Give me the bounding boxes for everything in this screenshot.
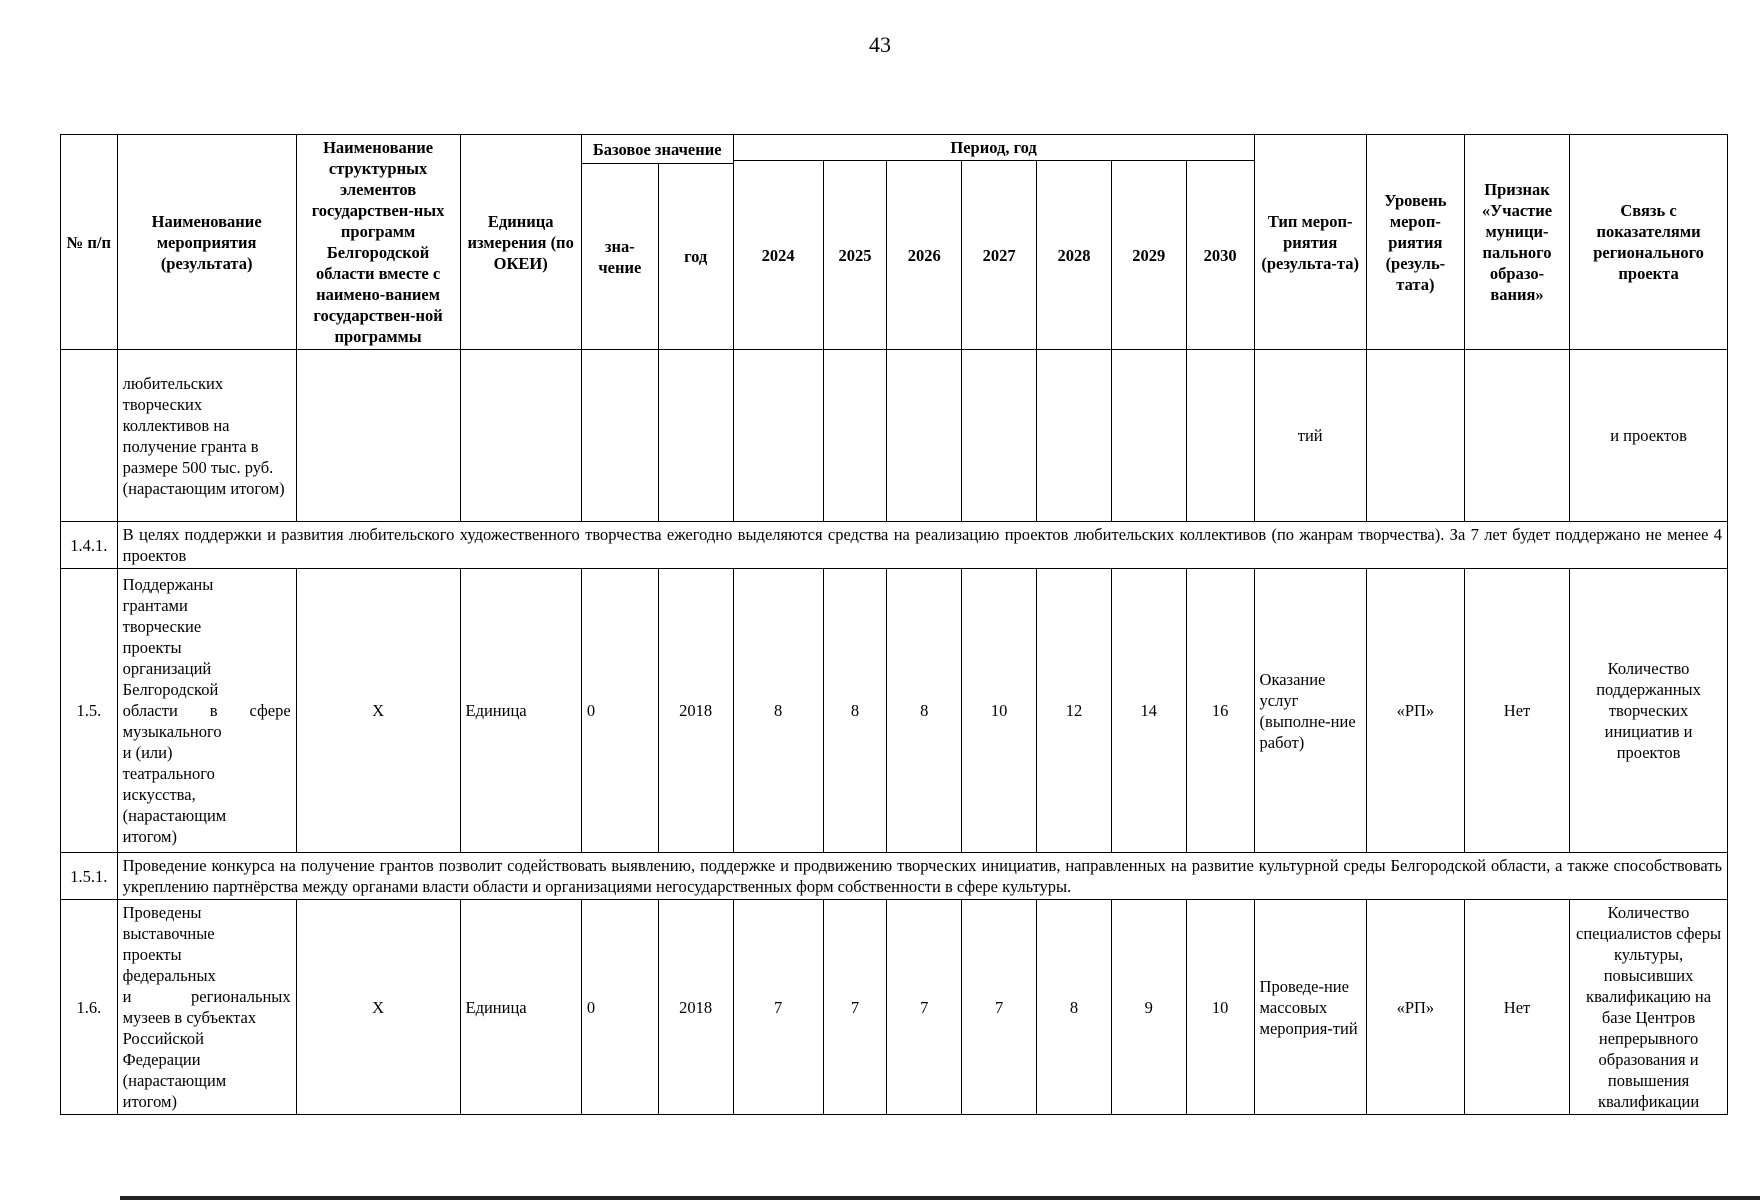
- header-year-2025: 2025: [823, 161, 887, 350]
- cell-base-value: [581, 350, 658, 522]
- header-base: Базовое значение: [581, 135, 733, 164]
- cell-year: [887, 350, 962, 522]
- cell-year: [733, 350, 823, 522]
- cell-base-year: 2018: [658, 569, 733, 853]
- name-line: музыкального: [122, 722, 222, 741]
- name-line: Проведены: [122, 903, 202, 922]
- name-line: Белгородской: [122, 680, 219, 699]
- cell-year-2024: 7: [733, 900, 823, 1115]
- header-year-2028: 2028: [1037, 161, 1112, 350]
- header-base-year: год: [658, 164, 733, 350]
- cell-num: 1.5.1.: [61, 853, 118, 900]
- table-row-continuation: [61, 350, 1728, 522]
- cell-base-value: 0: [581, 569, 658, 853]
- cell-level: «РП»: [1366, 569, 1464, 853]
- cell-unit: Единица: [460, 900, 581, 1115]
- cell-year: [1186, 350, 1254, 522]
- name-line: театрального: [122, 764, 215, 783]
- cell-sign: Нет: [1464, 569, 1569, 853]
- name-line: искусства,: [122, 785, 196, 804]
- name-line: Российской: [122, 1029, 204, 1048]
- cell-year-2029: 9: [1111, 900, 1186, 1115]
- cell-year-2030: 16: [1186, 569, 1254, 853]
- cell-year-2029: 14: [1111, 569, 1186, 853]
- name-line: Федерации: [122, 1050, 201, 1069]
- cell-level: «РП»: [1366, 900, 1464, 1115]
- name-line: (нарастающим: [122, 1071, 227, 1090]
- page-number: 43: [869, 32, 891, 57]
- cell-year: [1111, 350, 1186, 522]
- cell-year: [962, 350, 1037, 522]
- cell-year-2028: 8: [1037, 900, 1112, 1115]
- cell-description: В целях поддержки и развития любительского художественного творчества ежегодно выделяются средства на реализацию проектов любительских коллективов (по жанрам творчества). За 7 лет будет поддержано не менее 4 проектов: [117, 522, 1727, 569]
- name-line: организаций: [122, 659, 212, 678]
- header-period: Период, год: [733, 135, 1254, 161]
- name-line: проекты: [122, 638, 182, 657]
- table-row-1-6: [61, 900, 1728, 1115]
- name-line-justified: и региональных: [122, 987, 291, 1006]
- cell-unit: [460, 350, 581, 522]
- name-line: федеральных: [122, 966, 216, 985]
- cell-link: Количество поддержанных творческих инициатив и проектов: [1570, 569, 1728, 853]
- cell-year: [1037, 350, 1112, 522]
- name-line: проекты: [122, 945, 182, 964]
- header-link: Связь с показателями регионального проекта: [1570, 135, 1728, 350]
- header-base-value: зна-чение: [581, 164, 658, 350]
- name-line: музеев в субъектах: [122, 1008, 257, 1027]
- cell-year-2025: 8: [823, 569, 887, 853]
- header-year-2027: 2027: [962, 161, 1037, 350]
- cell-num: [61, 350, 118, 522]
- header-year-2030: 2030: [1186, 161, 1254, 350]
- cell-type: Проведе-ние массовых мероприя-тий: [1254, 900, 1366, 1115]
- cell-base-year: 2018: [658, 900, 733, 1115]
- cell-link: Количество специалистов сферы культуры, повысивших квалификацию на базе Центров непрерывного образования и повышения квалификации: [1570, 900, 1728, 1115]
- cell-year-2025: 7: [823, 900, 887, 1115]
- name-line: творческие: [122, 617, 202, 636]
- cell-link: и проектов: [1570, 350, 1728, 522]
- cell-year-2024: 8: [733, 569, 823, 853]
- cell-type: тий: [1254, 350, 1366, 522]
- name-line: выставочные: [122, 924, 215, 943]
- name-line: итогом): [122, 827, 177, 846]
- table-row-1-5-1: [61, 853, 1728, 900]
- table-row-1-4-1: [61, 522, 1728, 569]
- cell-level: [1366, 350, 1464, 522]
- cell-year-2026: 8: [887, 569, 962, 853]
- header-year-2029: 2029: [1111, 161, 1186, 350]
- name-line: Поддержаны: [122, 575, 214, 594]
- cell-year-2026: 7: [887, 900, 962, 1115]
- activities-table: [60, 134, 1728, 1115]
- cell-year: [823, 350, 887, 522]
- header-year-2024: 2024: [733, 161, 823, 350]
- header-name: Наименование мероприятия (результата): [117, 135, 296, 350]
- header-unit: Единица измерения (по ОКЕИ): [460, 135, 581, 350]
- cell-name: любительских творческих коллективов на получение гранта в размере 500 тыс. руб. (нарастающим итогом): [117, 350, 296, 522]
- header-level: Уровень мероп-риятия (резуль-тата): [1366, 135, 1464, 350]
- header-sign: Признак «Участие муници-пального образо-вания»: [1464, 135, 1569, 350]
- cell-year-2027: 7: [962, 900, 1037, 1115]
- cell-num: 1.6.: [61, 900, 118, 1115]
- cell-base-year: [658, 350, 733, 522]
- header-struct: Наименование структурных элементов государствен-ных программ Белгородской области вместе с наимено-ванием государствен-ной программы: [296, 135, 460, 350]
- header-num: № п/п: [61, 135, 118, 350]
- cell-base-value: 0: [581, 900, 658, 1115]
- cell-unit: Единица: [460, 569, 581, 853]
- cell-description: Проведение конкурса на получение грантов позволит содействовать выявлению, поддержке и продвижению творческих инициатив, направленных на развитие культурной среды Белгородской области, а также способствовать укреплению партнёрства между органами власти области и организациями негосударственных форм собственности в сфере культуры.: [117, 853, 1727, 900]
- name-line: и (или): [122, 743, 173, 762]
- cell-name: [117, 569, 296, 853]
- cell-type: Оказание услуг (выполне-ние работ): [1254, 569, 1366, 853]
- bottom-scan-edge: [120, 1196, 1760, 1200]
- name-line: (нарастающим: [122, 806, 227, 825]
- cell-sign: [1464, 350, 1569, 522]
- cell-year-2028: 12: [1037, 569, 1112, 853]
- header-type: Тип мероп-риятия (результа-та): [1254, 135, 1366, 350]
- header-row-1: [61, 135, 1728, 161]
- cell-year-2030: 10: [1186, 900, 1254, 1115]
- header-year-2026: 2026: [887, 161, 962, 350]
- cell-struct: Х: [296, 569, 460, 853]
- cell-struct: Х: [296, 900, 460, 1115]
- cell-year-2027: 10: [962, 569, 1037, 853]
- cell-name: [117, 900, 296, 1115]
- cell-sign: Нет: [1464, 900, 1569, 1115]
- name-line-justified: области в сфере: [122, 701, 291, 720]
- cell-num: 1.4.1.: [61, 522, 118, 569]
- name-line: итогом): [122, 1092, 177, 1111]
- table-row-1-5: [61, 569, 1728, 853]
- name-line: грантами: [122, 596, 188, 615]
- cell-num: 1.5.: [61, 569, 118, 853]
- cell-struct: [296, 350, 460, 522]
